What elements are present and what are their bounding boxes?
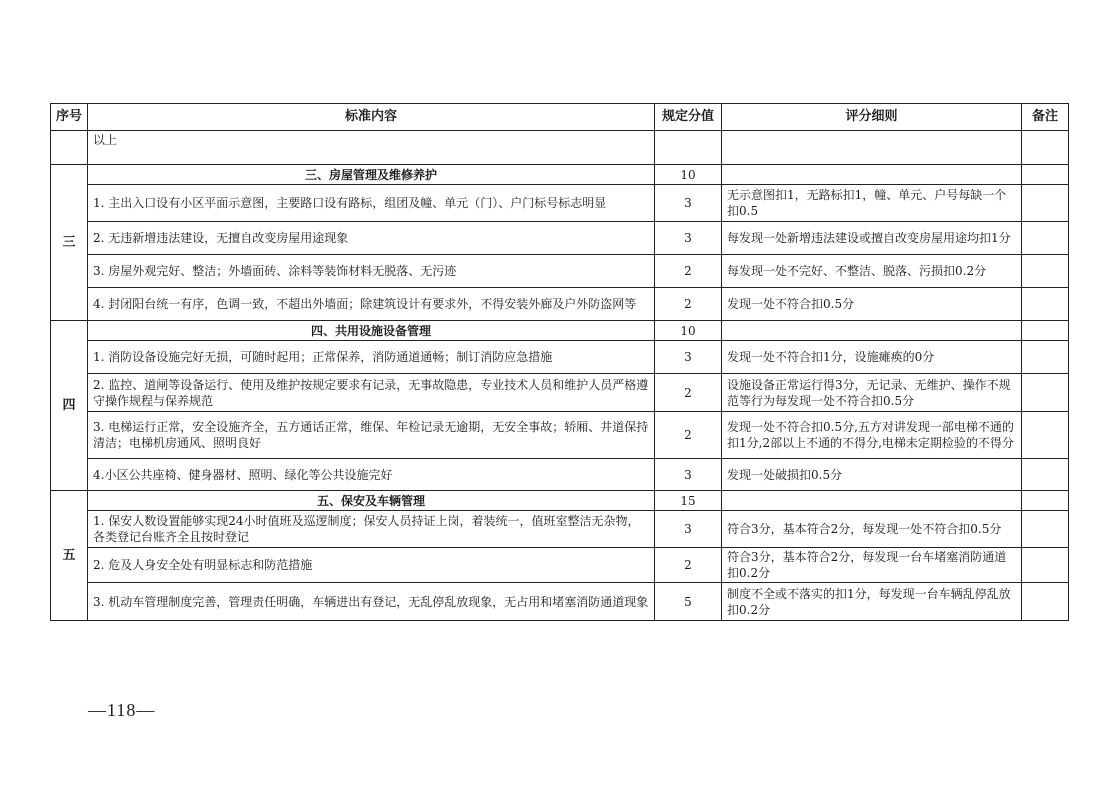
table-row	[51, 374, 1069, 412]
rule-cell: 发现一处不符合扣1分，设施瘫痪的0分	[722, 341, 1022, 374]
note-cell	[1022, 185, 1069, 222]
score-cell: 2	[655, 374, 722, 412]
section-seq: 三	[51, 165, 88, 321]
section-title-row	[51, 165, 1069, 185]
continued-row	[51, 131, 1069, 165]
section-title: 四、共用设施设备管理	[88, 321, 655, 341]
table-row	[51, 185, 1069, 222]
note-cell	[1022, 255, 1069, 288]
rule-cell: 无示意图扣1，无路标扣1，幢、单元、户号每缺一个扣0.5	[722, 185, 1022, 222]
content-cell: 3. 电梯运行正常，安全设施齐全，五方通话正常，维保、年检记录无逾期，无安全事故；轿厢、井道保持清洁；电梯机房通风、照明良好	[88, 412, 655, 459]
header-row	[51, 104, 1069, 131]
content-cell: 2. 无违新增违法建设，无擅自改变房屋用途现象	[88, 222, 655, 255]
table-row	[51, 412, 1069, 459]
note-cell	[1022, 548, 1069, 583]
content-cell: 1. 消防设备设施完好无损，可随时起用；正常保养，消防通道通畅；制订消防应急措施	[88, 341, 655, 374]
content-cell: 2. 监控、道闸等设备运行、使用及维护按规定要求有记录，无事故隐患，专业技术人员和维护人员严格遵守操作规程与保养规范	[88, 374, 655, 412]
rule-cell: 设施设备正常运行得3分，无记录、无维护、操作不规范等行为每发现一处不符合扣0.5分	[722, 374, 1022, 412]
section-title-row	[51, 491, 1069, 511]
score-cell: 3	[655, 185, 722, 222]
rule-cell: 每发现一处不完好、不整洁、脱落、污损扣0.2分	[722, 255, 1022, 288]
content-cell: 4. 封闭阳台统一有序，色调一致，不超出外墙面；除建筑设计有要求外，不得安装外廊及户外防盗网等	[88, 288, 655, 321]
note-cell	[1022, 412, 1069, 459]
content-cell: 1. 主出入口设有小区平面示意图，主要路口设有路标，组团及幢、单元（门）、户门标号标志明显	[88, 185, 655, 222]
seq-cell	[51, 131, 88, 165]
content-cell: 4.小区公共座椅、健身器材、照明、绿化等公共设施完好	[88, 459, 655, 491]
rule-cell: 符合3分，基本符合2分，每发现一台车堵塞消防通道扣0.2分	[722, 548, 1022, 583]
score-cell: 2	[655, 288, 722, 321]
note-cell	[1022, 321, 1069, 341]
table-row	[51, 548, 1069, 583]
table-row	[51, 459, 1069, 491]
section-seq: 四	[51, 321, 88, 491]
content-cell: 3. 房屋外观完好、整洁；外墙面砖、涂料等装饰材料无脱落、无污迹	[88, 255, 655, 288]
header-seq: 序号	[51, 104, 88, 131]
note-cell	[1022, 222, 1069, 255]
section-score: 15	[655, 491, 722, 511]
content-cell: 3. 机动车管理制度完善，管理责任明确，车辆进出有登记，无乱停乱放现象，无占用和堵塞消防通道现象	[88, 583, 655, 621]
note-cell	[1022, 511, 1069, 548]
note-cell	[1022, 374, 1069, 412]
note-cell	[1022, 288, 1069, 321]
rule-cell	[722, 165, 1022, 185]
header-score: 规定分值	[655, 104, 722, 131]
score-cell: 5	[655, 583, 722, 621]
table-row	[51, 222, 1069, 255]
table-row	[51, 511, 1069, 548]
score-cell: 2	[655, 548, 722, 583]
content-cell: 2. 危及人身安全处有明显标志和防范措施	[88, 548, 655, 583]
section-title: 三、房屋管理及维修养护	[88, 165, 655, 185]
rule-cell: 符合3分，基本符合2分，每发现一处不符合扣0.5分	[722, 511, 1022, 548]
note-cell	[1022, 165, 1069, 185]
score-cell: 3	[655, 341, 722, 374]
content-cell: 1. 保安人数设置能够实现24小时值班及巡逻制度；保安人员持证上岗，着装统一，值班室整洁无杂物，各类登记台账齐全且按时登记	[88, 511, 655, 548]
note-cell	[1022, 583, 1069, 621]
note-cell	[1022, 459, 1069, 491]
score-cell: 2	[655, 255, 722, 288]
section-title: 五、保安及车辆管理	[88, 491, 655, 511]
header-rule: 评分细则	[722, 104, 1022, 131]
rule-cell: 发现一处破损扣0.5分	[722, 459, 1022, 491]
note-cell	[1022, 131, 1069, 165]
score-cell: 3	[655, 511, 722, 548]
content-cell: 以上	[88, 131, 655, 165]
score-cell	[655, 131, 722, 165]
rule-cell: 发现一处不符合扣0.5分,五方对讲发现一部电梯不通的扣1分,2部以上不通的不得分,电梯未定期检验的不得分	[722, 412, 1022, 459]
header-content: 标准内容	[88, 104, 655, 131]
rule-cell: 制度不全或不落实的扣1分，每发现一台车辆乱停乱放扣0.2分	[722, 583, 1022, 621]
section-score: 10	[655, 321, 722, 341]
section-seq: 五	[51, 491, 88, 621]
page-number: —118—	[88, 700, 156, 720]
section-title-row	[51, 321, 1069, 341]
header-note: 备注	[1022, 104, 1069, 131]
standards-table	[50, 103, 1069, 621]
section-score: 10	[655, 165, 722, 185]
note-cell	[1022, 341, 1069, 374]
score-cell: 3	[655, 459, 722, 491]
score-cell: 3	[655, 222, 722, 255]
table-row	[51, 341, 1069, 374]
note-cell	[1022, 491, 1069, 511]
table-row	[51, 288, 1069, 321]
rule-cell	[722, 131, 1022, 165]
rule-cell: 发现一处不符合扣0.5分	[722, 288, 1022, 321]
rule-cell	[722, 491, 1022, 511]
table-row	[51, 255, 1069, 288]
rule-cell	[722, 321, 1022, 341]
rule-cell: 每发现一处新增违法建设或擅自改变房屋用途均扣1分	[722, 222, 1022, 255]
score-cell: 2	[655, 412, 722, 459]
table-row	[51, 583, 1069, 621]
